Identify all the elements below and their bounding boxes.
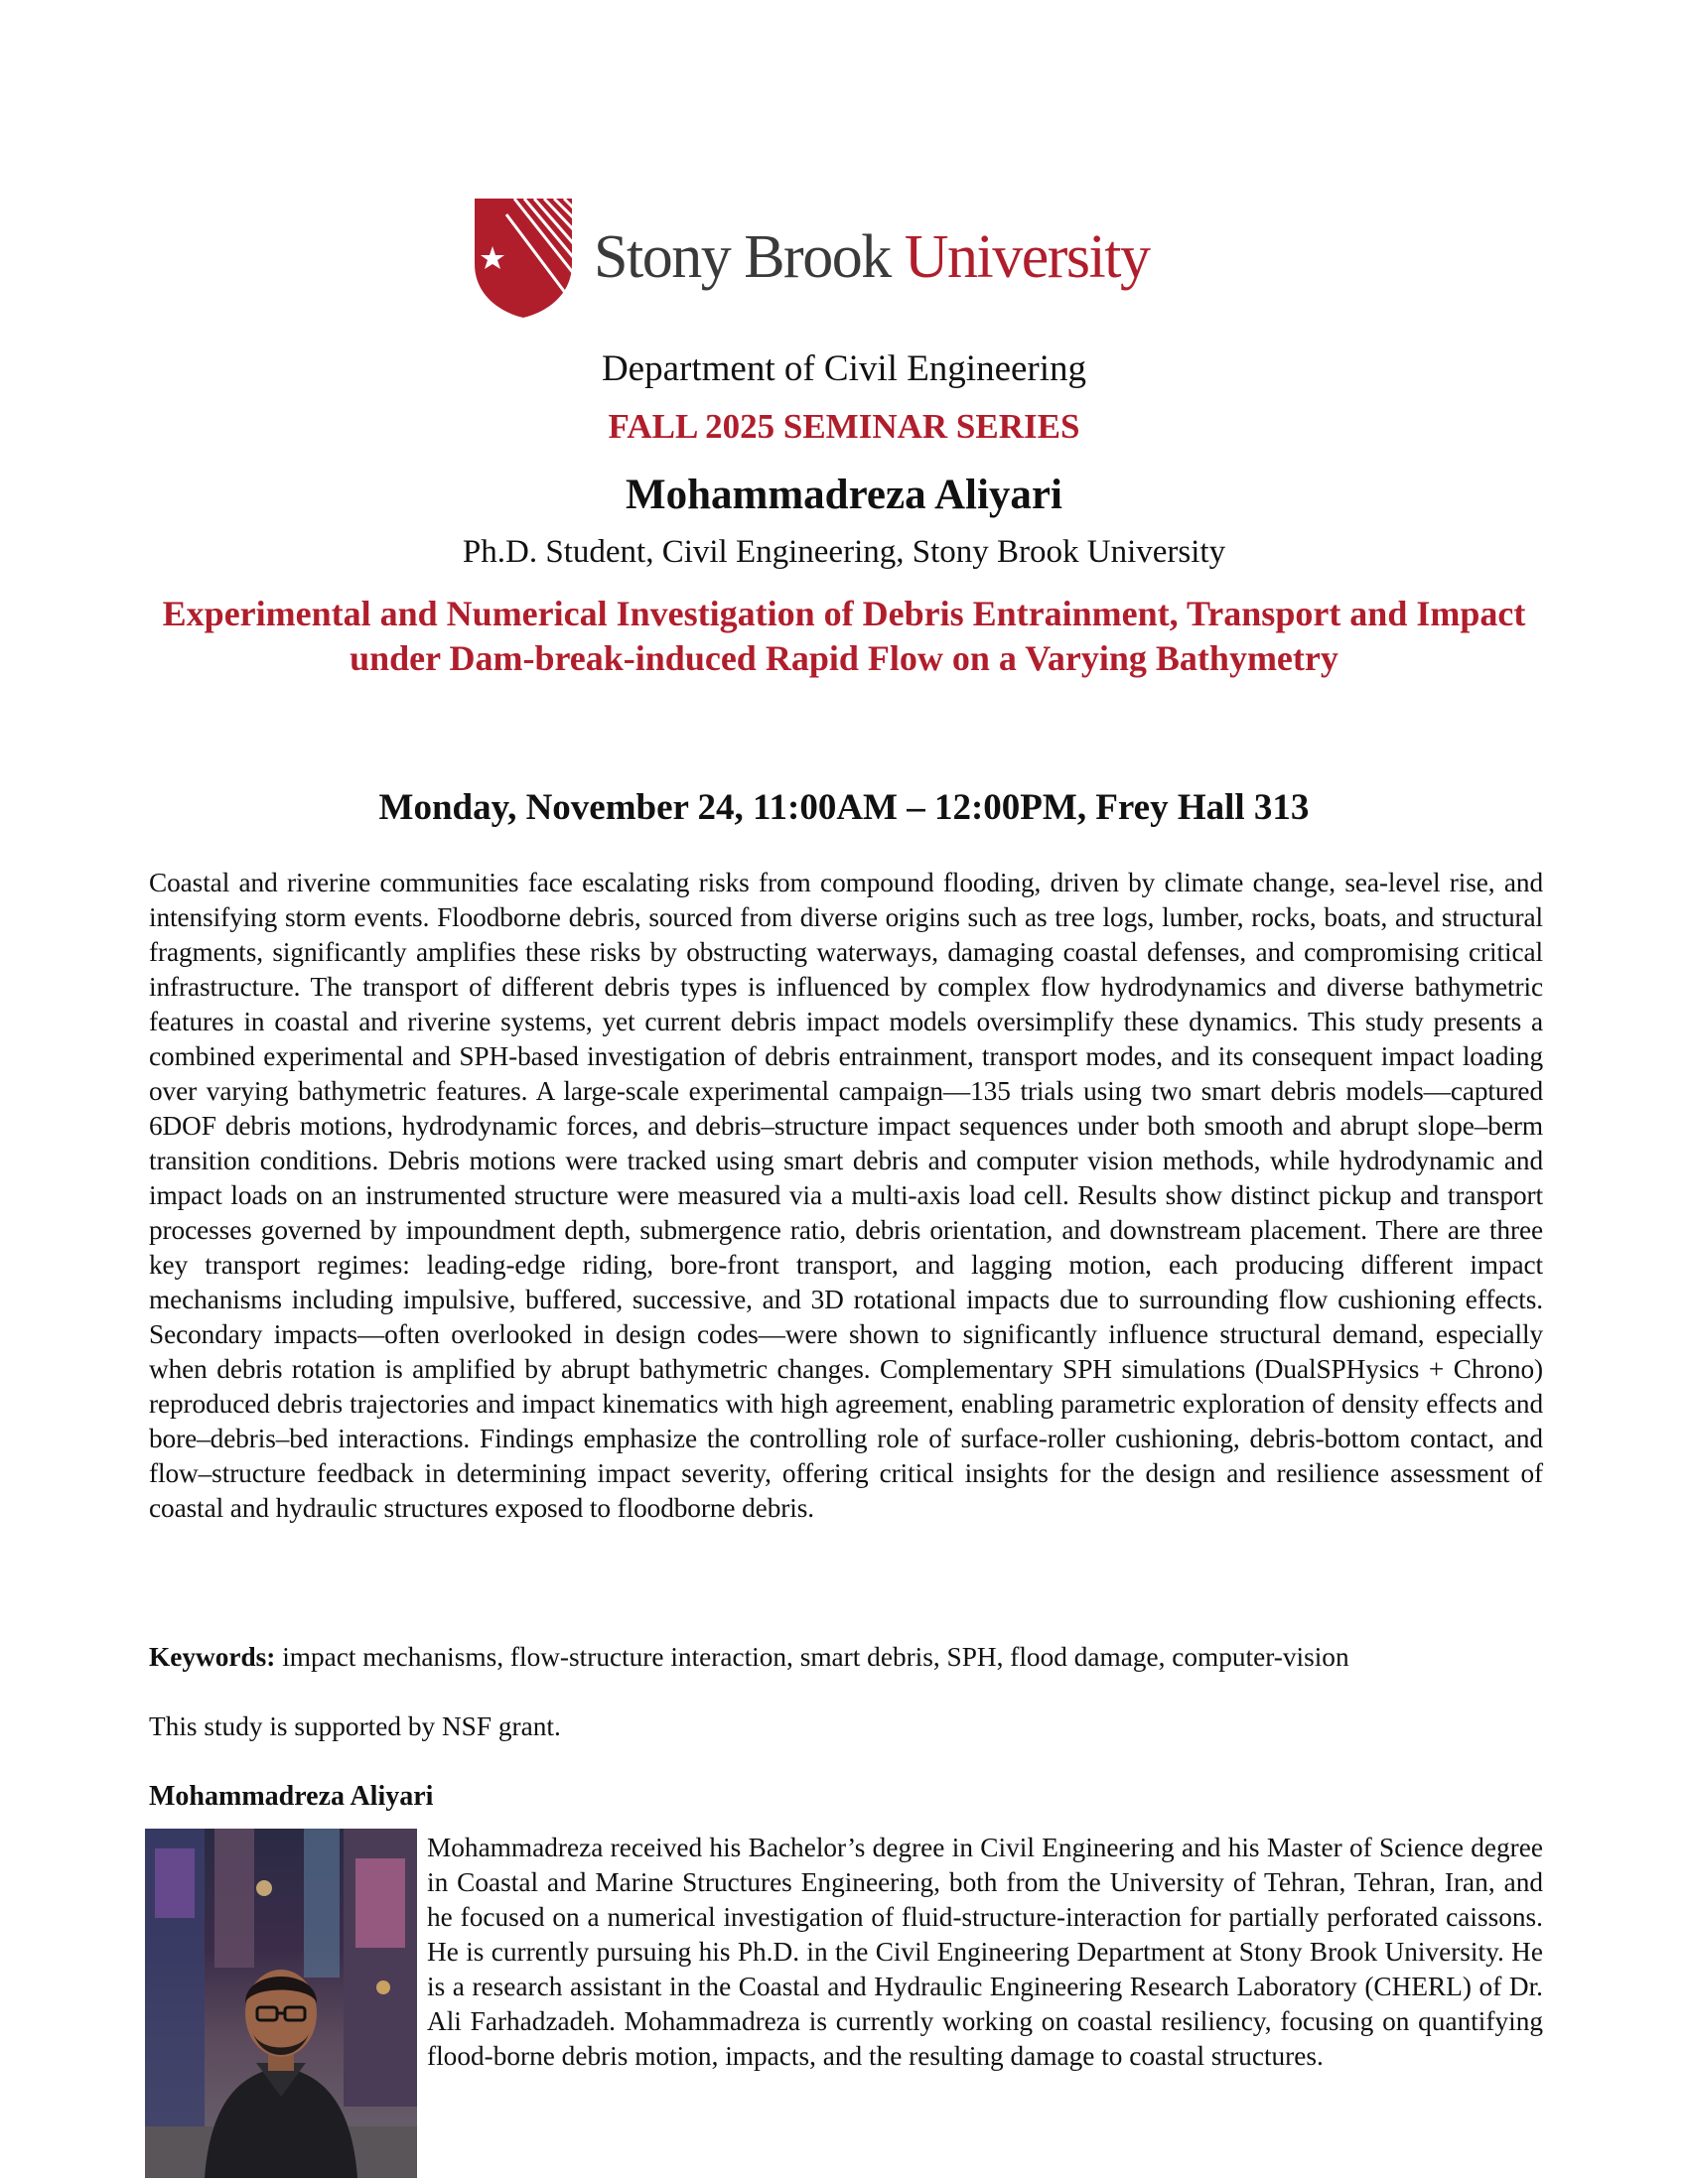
talk-datetime-location: Monday, November 24, 11:00AM – 12:00PM, Frey Hall 313 xyxy=(378,787,1310,828)
logo-name-part2: University xyxy=(904,223,1150,291)
seminar-series-heading: FALL 2025 SEMINAR SERIES xyxy=(608,407,1080,446)
keywords-text: impact mechanisms, flow-structure interaction, smart debris, SPH, flood damage, computer-vision xyxy=(275,1642,1349,1672)
speaker-portrait-photo xyxy=(145,1829,417,2178)
abstract-paragraph: Coastal and riverine communities face escalating risks from compound flooding, driven by climate change, sea-level rise, and intensifying storm events. Floodborne debris, sourced from diverse origins such as tree logs, lumber, rocks, boats, and structural fragments, significantly amplifies these risks by obstructing waterways, damaging coastal defenses, and compromising critical infrastructure. The transport of different debris types is influenced by complex flow hydrodynamics and diverse bathymetric features in coastal and riverine systems, yet current debris impact models oversimplify these dynamics. This study presents a combined experimental and SPH-based investigation of debris entrainment, transport modes, and its consequent impact loading over varying bathymetric features. A large-scale experimental campaign—135 trials using two smart debris models—captured 6DOF debris motions, hydrodynamic forces, and debris–structure impact sequences under both smooth and abrupt slope–berm transition conditions. Debris motions were tracked using smart debris and computer vision methods, while hydrodynamic and impact loads on an instrumented structure were measured via a multi-axis load cell. Results show distinct pickup and transport processes governed by impoundment depth, submergence ratio, debris orientation, and downstream placement. There are three key transport regimes: leading-edge riding, bore-front transport, and lagging motion, each producing different impact mechanisms including impulsive, buffered, successive, and 3D rotational impacts due to surrounding flow cushioning effects. Secondary impacts—often overlooked in design codes—were shown to significantly influence structural demand, especially when debris rotation is amplified by abrupt bathymetric changes. Complementary SPH simulations (DualSPHysics + Chrono) reproduced debris trajectories and impact kinematics with high agreement, enabling parametric exploration of density effects and bore–debris–bed interactions. Findings emphasize the controlling role of surface-roller cushioning, debris-bottom contact, and flow–structure feedback in determining impact severity, offering critical insights for the design and resilience assessment of coastal and hydraulic structures exposed to floodborne debris. xyxy=(149,868,1543,1523)
speaker-affiliation: Ph.D. Student, Civil Engineering, Stony Brook University xyxy=(462,534,1226,570)
keywords-label: Keywords: xyxy=(149,1642,276,1672)
speaker-name: Mohammadreza Aliyari xyxy=(626,472,1062,518)
bio-heading: Mohammadreza Aliyari xyxy=(149,1781,434,1812)
funding-note: This study is supported by NSF grant. xyxy=(149,1711,561,1741)
bio-paragraph: Mohammadreza received his Bachelor’s degree in Civil Engineering and his Master of Science degree in Coastal and Marine Structures Engineering, both from the University of Tehran, Tehran, Iran, and he focused on a numerical investigation of fluid-structure-interaction for partially perforated caissons. He is currently pursuing his Ph.D. in the Civil Engineering Department at Stony Brook University. He is a research assistant in the Coastal and Hydraulic Engineering Research Laboratory (CHERL) of Dr. Ali Farhadzadeh. Mohammadreza is currently working on coastal resiliency, focusing on quantifying flood-borne debris motion, impacts, and the resulting damage to coastal structures. xyxy=(427,1833,1543,2071)
logo-wordmark xyxy=(594,222,1149,293)
logo-name-part1: Stony Brook xyxy=(594,223,891,291)
talk-title: Experimental and Numerical Investigation of Debris Entrainment, Transport and Impact under Dam-break-induced Rapid Flow on a Varying Bathymetry xyxy=(162,594,1526,678)
department-heading: Department of Civil Engineering xyxy=(601,348,1087,389)
keywords-line xyxy=(149,1642,1349,1673)
shield-star-stripes-icon xyxy=(471,195,576,320)
university-logo xyxy=(471,195,1186,320)
